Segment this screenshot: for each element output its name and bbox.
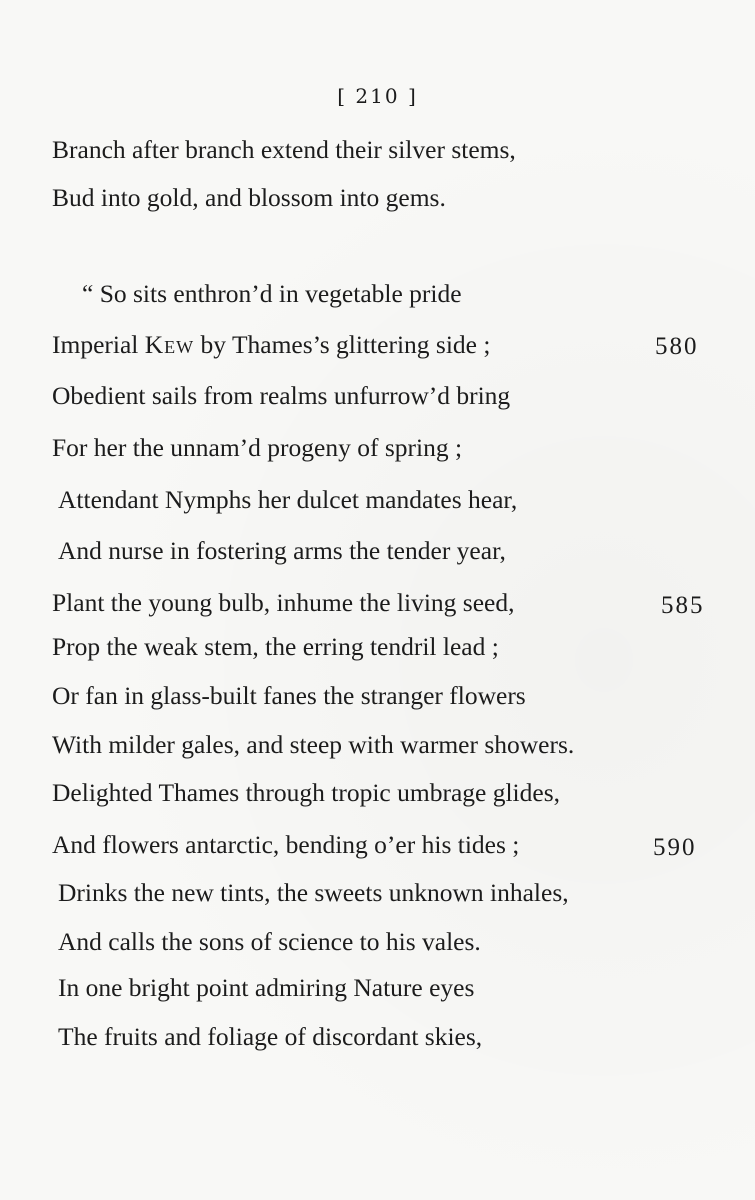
verse-line: And flowers antarctic, bending o’er his tides ;	[52, 830, 520, 859]
verse-line: Delighted Thames through tropic umbrage glides,	[52, 778, 560, 807]
verse-line: Drinks the new tints, the sweets unknown inhales,	[58, 878, 569, 907]
verse-line: Plant the young bulb, inhume the living seed,	[52, 588, 515, 617]
verse-line: And nurse in fostering arms the tender year,	[58, 536, 506, 565]
verse-line: “ So sits enthron’d in vegetable pride	[82, 279, 462, 308]
verse-line: In one bright point admiring Nature eyes	[58, 973, 475, 1002]
line-number: 585	[661, 592, 705, 619]
verse-line: For her the unnam’d progeny of spring ;	[52, 433, 463, 462]
verse-line: Or fan in glass-built fanes the stranger flowers	[52, 681, 526, 710]
verse-line: Prop the weak stem, the erring tendril lead ;	[52, 632, 499, 661]
verse-line: And calls the sons of science to his vales.	[58, 927, 481, 956]
verse-line: With milder gales, and steep with warmer showers.	[52, 730, 575, 759]
verse-line: Obedient sails from realms unfurrow’d bring	[52, 381, 511, 410]
verse-line: Imperial Kew by Thames’s glittering side ;	[52, 330, 491, 359]
verse-line: Attendant Nymphs her dulcet mandates hear,	[58, 485, 518, 514]
verse-line: The fruits and foliage of discordant skies,	[58, 1022, 483, 1051]
line-number: 580	[655, 333, 699, 360]
page-header: [ 210 ]	[337, 84, 418, 108]
line-number: 590	[653, 834, 697, 861]
verse-line: Branch after branch extend their silver stems,	[52, 135, 516, 164]
verse-line: Bud into gold, and blossom into gems.	[52, 183, 446, 212]
